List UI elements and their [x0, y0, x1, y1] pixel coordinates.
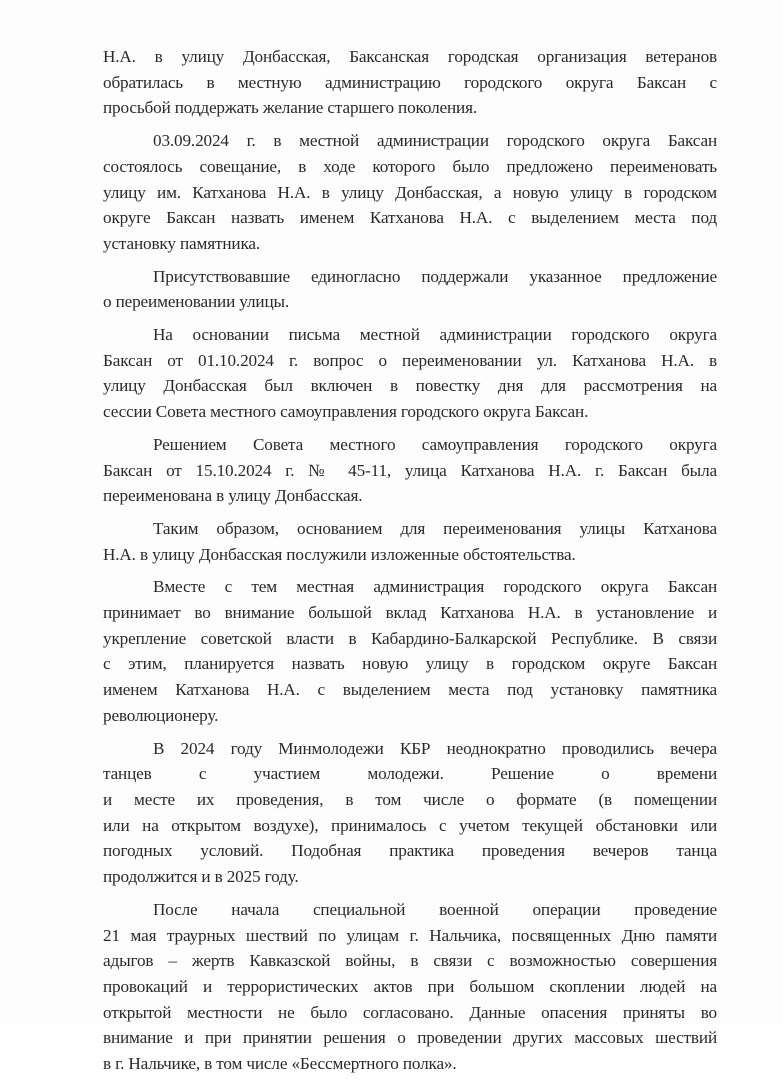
text-line: Н.А. в улицу Донбасская послужили изложенные обстоятельства. — [103, 544, 576, 564]
text-line: Баксан от 15.10.2024 г. № 45-11, улица Катханова Н.А. г. Баксан была — [103, 460, 717, 480]
text-line: открытой местности не было согласовано. Данные опасения приняты во — [103, 1002, 717, 1022]
text-line: именем Катханова Н.А. с выделением места под установку памятника — [103, 680, 717, 700]
text-line: переименована в улицу Донбасская. — [103, 486, 363, 506]
text-line: провокаций и террористических актов при большом скоплении людей на — [103, 976, 717, 996]
text-line: погодных условий. Подобная практика проведения вечеров танца — [103, 841, 717, 861]
text-line: На основании письма местной администрации городского округа — [153, 325, 717, 345]
paragraph-letter — [103, 322, 717, 425]
text-line: танцев с участием молодежи. Решение о времени — [103, 764, 717, 784]
paragraph-dance-evenings — [103, 736, 717, 890]
text-line: состоялось совещание, в ходе которого было предложено переименовать — [103, 156, 717, 176]
paragraph-meeting — [103, 128, 717, 257]
paragraph-new-street — [103, 574, 717, 728]
paragraph-veterans-request — [103, 44, 717, 121]
text-line: или на открытом воздухе), принималось с учетом текущей обстановки или — [103, 815, 717, 835]
text-line: укрепление советской власти в Кабардино-Балкарской Республике. В связи — [103, 628, 717, 648]
text-line: 21 мая траурных шествий по улицам г. Нальчика, посвященных Дню памяти — [103, 925, 717, 945]
text-line: установку памятника. — [103, 233, 261, 253]
paragraph-council-decision — [103, 432, 717, 509]
text-line: сессии Совета местного самоуправления городского округа Баксан. — [103, 402, 589, 422]
text-line: округе Баксан назвать именем Катханова Н.А. с выделением места под — [103, 208, 717, 228]
text-line: Н.А. в улицу Донбасская, Баксанская городская организация ветеранов — [103, 47, 717, 66]
text-line: адыгов – жертв Кавказской войны, в связи с возможностью совершения — [103, 951, 717, 971]
text-line: продолжится и в 2025 году. — [103, 867, 299, 887]
paragraph-support — [103, 264, 717, 315]
text-line: После начала специальной военной операции проведение — [153, 899, 717, 919]
text-line: революционеру. — [103, 705, 219, 725]
text-line: просьбой поддержать желание старшего поколения. — [103, 98, 477, 118]
text-line: и месте их проведения, в том числе о формате (в помещении — [103, 789, 717, 809]
document-body — [103, 44, 717, 1084]
paragraph-processions — [103, 897, 717, 1077]
text-line: внимание и при принятии решения о проведении других массовых шествий — [103, 1028, 717, 1048]
text-line: В 2024 году Минмолодежи КБР неоднократно проводились вечера — [153, 738, 717, 758]
text-line: Баксан от 01.10.2024 г. вопрос о переименовании ул. Катханова Н.А. в — [103, 350, 717, 370]
text-line: Присутствовавшие единогласно поддержали указанное предложение — [153, 266, 717, 286]
text-line: Решением Совета местного самоуправления городского округа — [153, 434, 717, 454]
text-line: Таким образом, основанием для переименования улицы Катханова — [153, 518, 717, 538]
text-line: улицу Донбасская был включен в повестку дня для рассмотрения на — [103, 376, 717, 396]
text-line: 03.09.2024 г. в местной администрации городского округа Баксан — [153, 131, 717, 151]
text-line: в г. Нальчике, в том числе «Бессмертного полка». — [103, 1054, 457, 1074]
text-line: обратилась в местную администрацию городского округа Баксан с — [103, 72, 717, 92]
text-line: о переименовании улицы. — [103, 292, 290, 312]
text-line: принимает во внимание большой вклад Катханова Н.А. в установление и — [103, 603, 717, 623]
text-line: с этим, планируется назвать новую улицу в городском округе Баксан — [103, 654, 717, 674]
text-line: улицу им. Катханова Н.А. в улицу Донбасская, а новую улицу в городском — [103, 182, 717, 202]
paragraph-conclusion — [103, 516, 717, 567]
text-line: Вместе с тем местная администрация городского округа Баксан — [153, 577, 717, 597]
